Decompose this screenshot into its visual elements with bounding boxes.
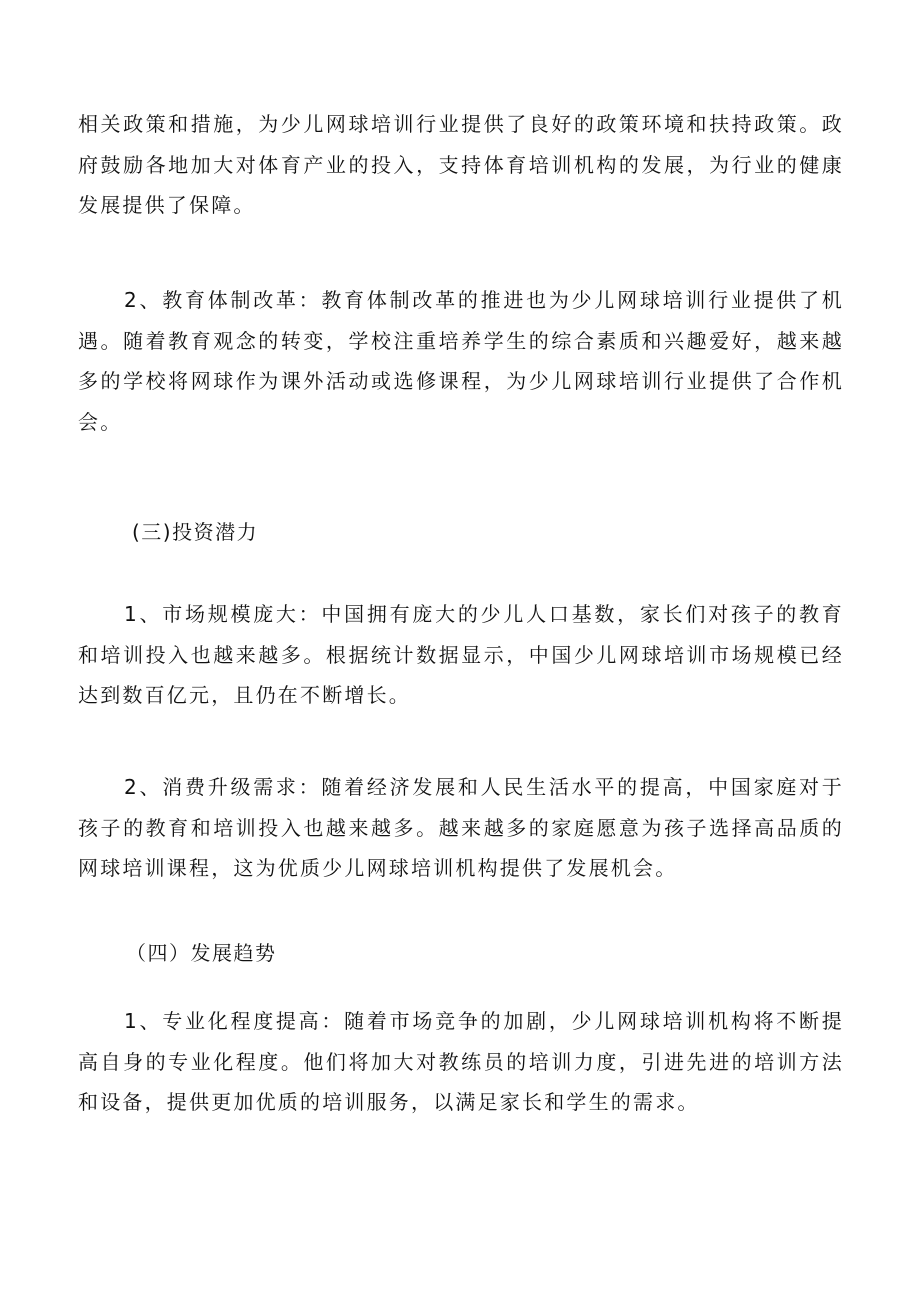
paragraph-text: 2、教育体制改革：教育体制改革的推进也为少儿网球培训行业提供了机遇。随着教育观念的转变，学校注重培养学生的综合素质和兴趣爱好，越来越多的学校将网球作为课外活动或选修课程，为少儿网球培训行业提供了合作机会。 bbox=[78, 288, 844, 434]
paragraph-policy-support bbox=[78, 104, 844, 226]
paragraph-text: 2、消费升级需求：随着经济发展和人民生活水平的提高，中国家庭对于孩子的教育和培训投入也越来越多。越来越多的家庭愿意为孩子选择高品质的网球培训课程，这为优质少儿网球培训机构提供了发展机会。 bbox=[78, 775, 844, 880]
paragraph-professionalization bbox=[78, 1001, 844, 1123]
paragraph-consumption-upgrade bbox=[78, 767, 844, 889]
section-heading-development-trends: （四）发展趋势 bbox=[126, 941, 277, 965]
paragraph-text: 1、市场规模庞大：中国拥有庞大的少儿人口基数，家长们对孩子的教育和培训投入也越来越多。根据统计数据显示，中国少儿网球培训市场规模已经达到数百亿元，且仍在不断增长。 bbox=[78, 602, 844, 707]
paragraph-text: 相关政策和措施，为少儿网球培训行业提供了良好的政策环境和扶持政策。政府鼓励各地加大对体育产业的投入，支持体育培训机构的发展，为行业的健康发展提供了保障。 bbox=[78, 112, 844, 217]
paragraph-education-reform bbox=[78, 280, 844, 442]
paragraph-text: 1、专业化程度提高：随着市场竞争的加剧，少儿网球培训机构将不断提高自身的专业化程度。他们将加大对教练员的培训力度，引进先进的培训方法和设备，提供更加优质的培训服务，以满足家长和学生的需求。 bbox=[78, 1009, 844, 1114]
section-heading-investment-potential: (三)投资潜力 bbox=[132, 520, 259, 544]
paragraph-market-size bbox=[78, 594, 844, 716]
